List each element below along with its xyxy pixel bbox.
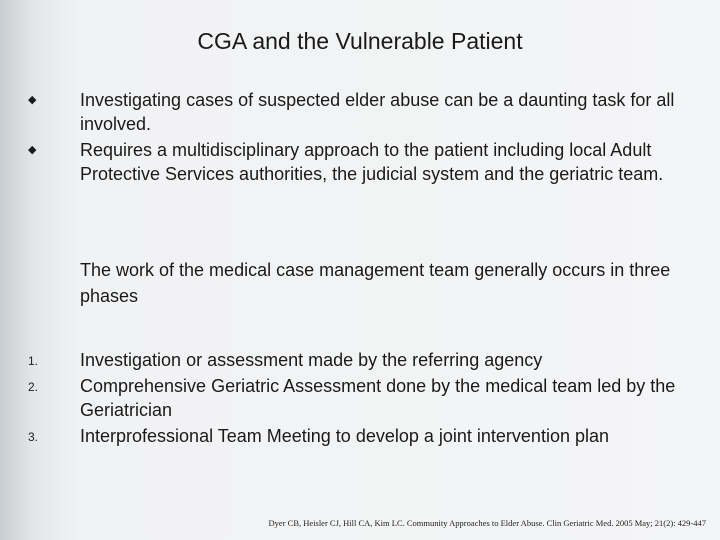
- diamond-bullet-icon: ◆: [28, 144, 37, 156]
- phase-number: 3.: [28, 430, 39, 444]
- phases-intro: The work of the medical case management team generally occurs in three phases: [80, 260, 671, 306]
- bullet-text: Investigating cases of suspected elder abuse can be a daunting task for all involved.: [80, 90, 675, 134]
- phase-text: Comprehensive Geriatric Assessment done by the medical team led by the Geriatrician: [80, 376, 676, 420]
- diamond-bullet-icon: ◆: [28, 94, 37, 106]
- citation: Dyer CB, Heisler CJ, Hill CA, Kim LC. Community Approaches to Elder Abuse. Clin Geriatric Med. 2005 May; 21(2): 429-447: [268, 518, 706, 528]
- slide-title: CGA and the Vulnerable Patient: [197, 28, 523, 54]
- phase-list: [28, 348, 708, 450]
- bullet-item: [28, 88, 698, 136]
- phase-item: [28, 348, 708, 372]
- bullet-list: [28, 88, 698, 188]
- bullet-item: [28, 138, 698, 186]
- phase-text: Interprofessional Team Meeting to develop a joint intervention plan: [80, 426, 609, 446]
- phase-item: [28, 374, 708, 422]
- phase-item: [28, 424, 708, 448]
- bullet-text: Requires a multidisciplinary approach to the patient including local Adult Protective Services authorities, the judicial system and the geriatric team.: [80, 140, 664, 184]
- phase-text: Investigation or assessment made by the referring agency: [80, 350, 543, 370]
- phase-number: 1.: [28, 354, 39, 368]
- phase-number: 2.: [28, 380, 39, 394]
